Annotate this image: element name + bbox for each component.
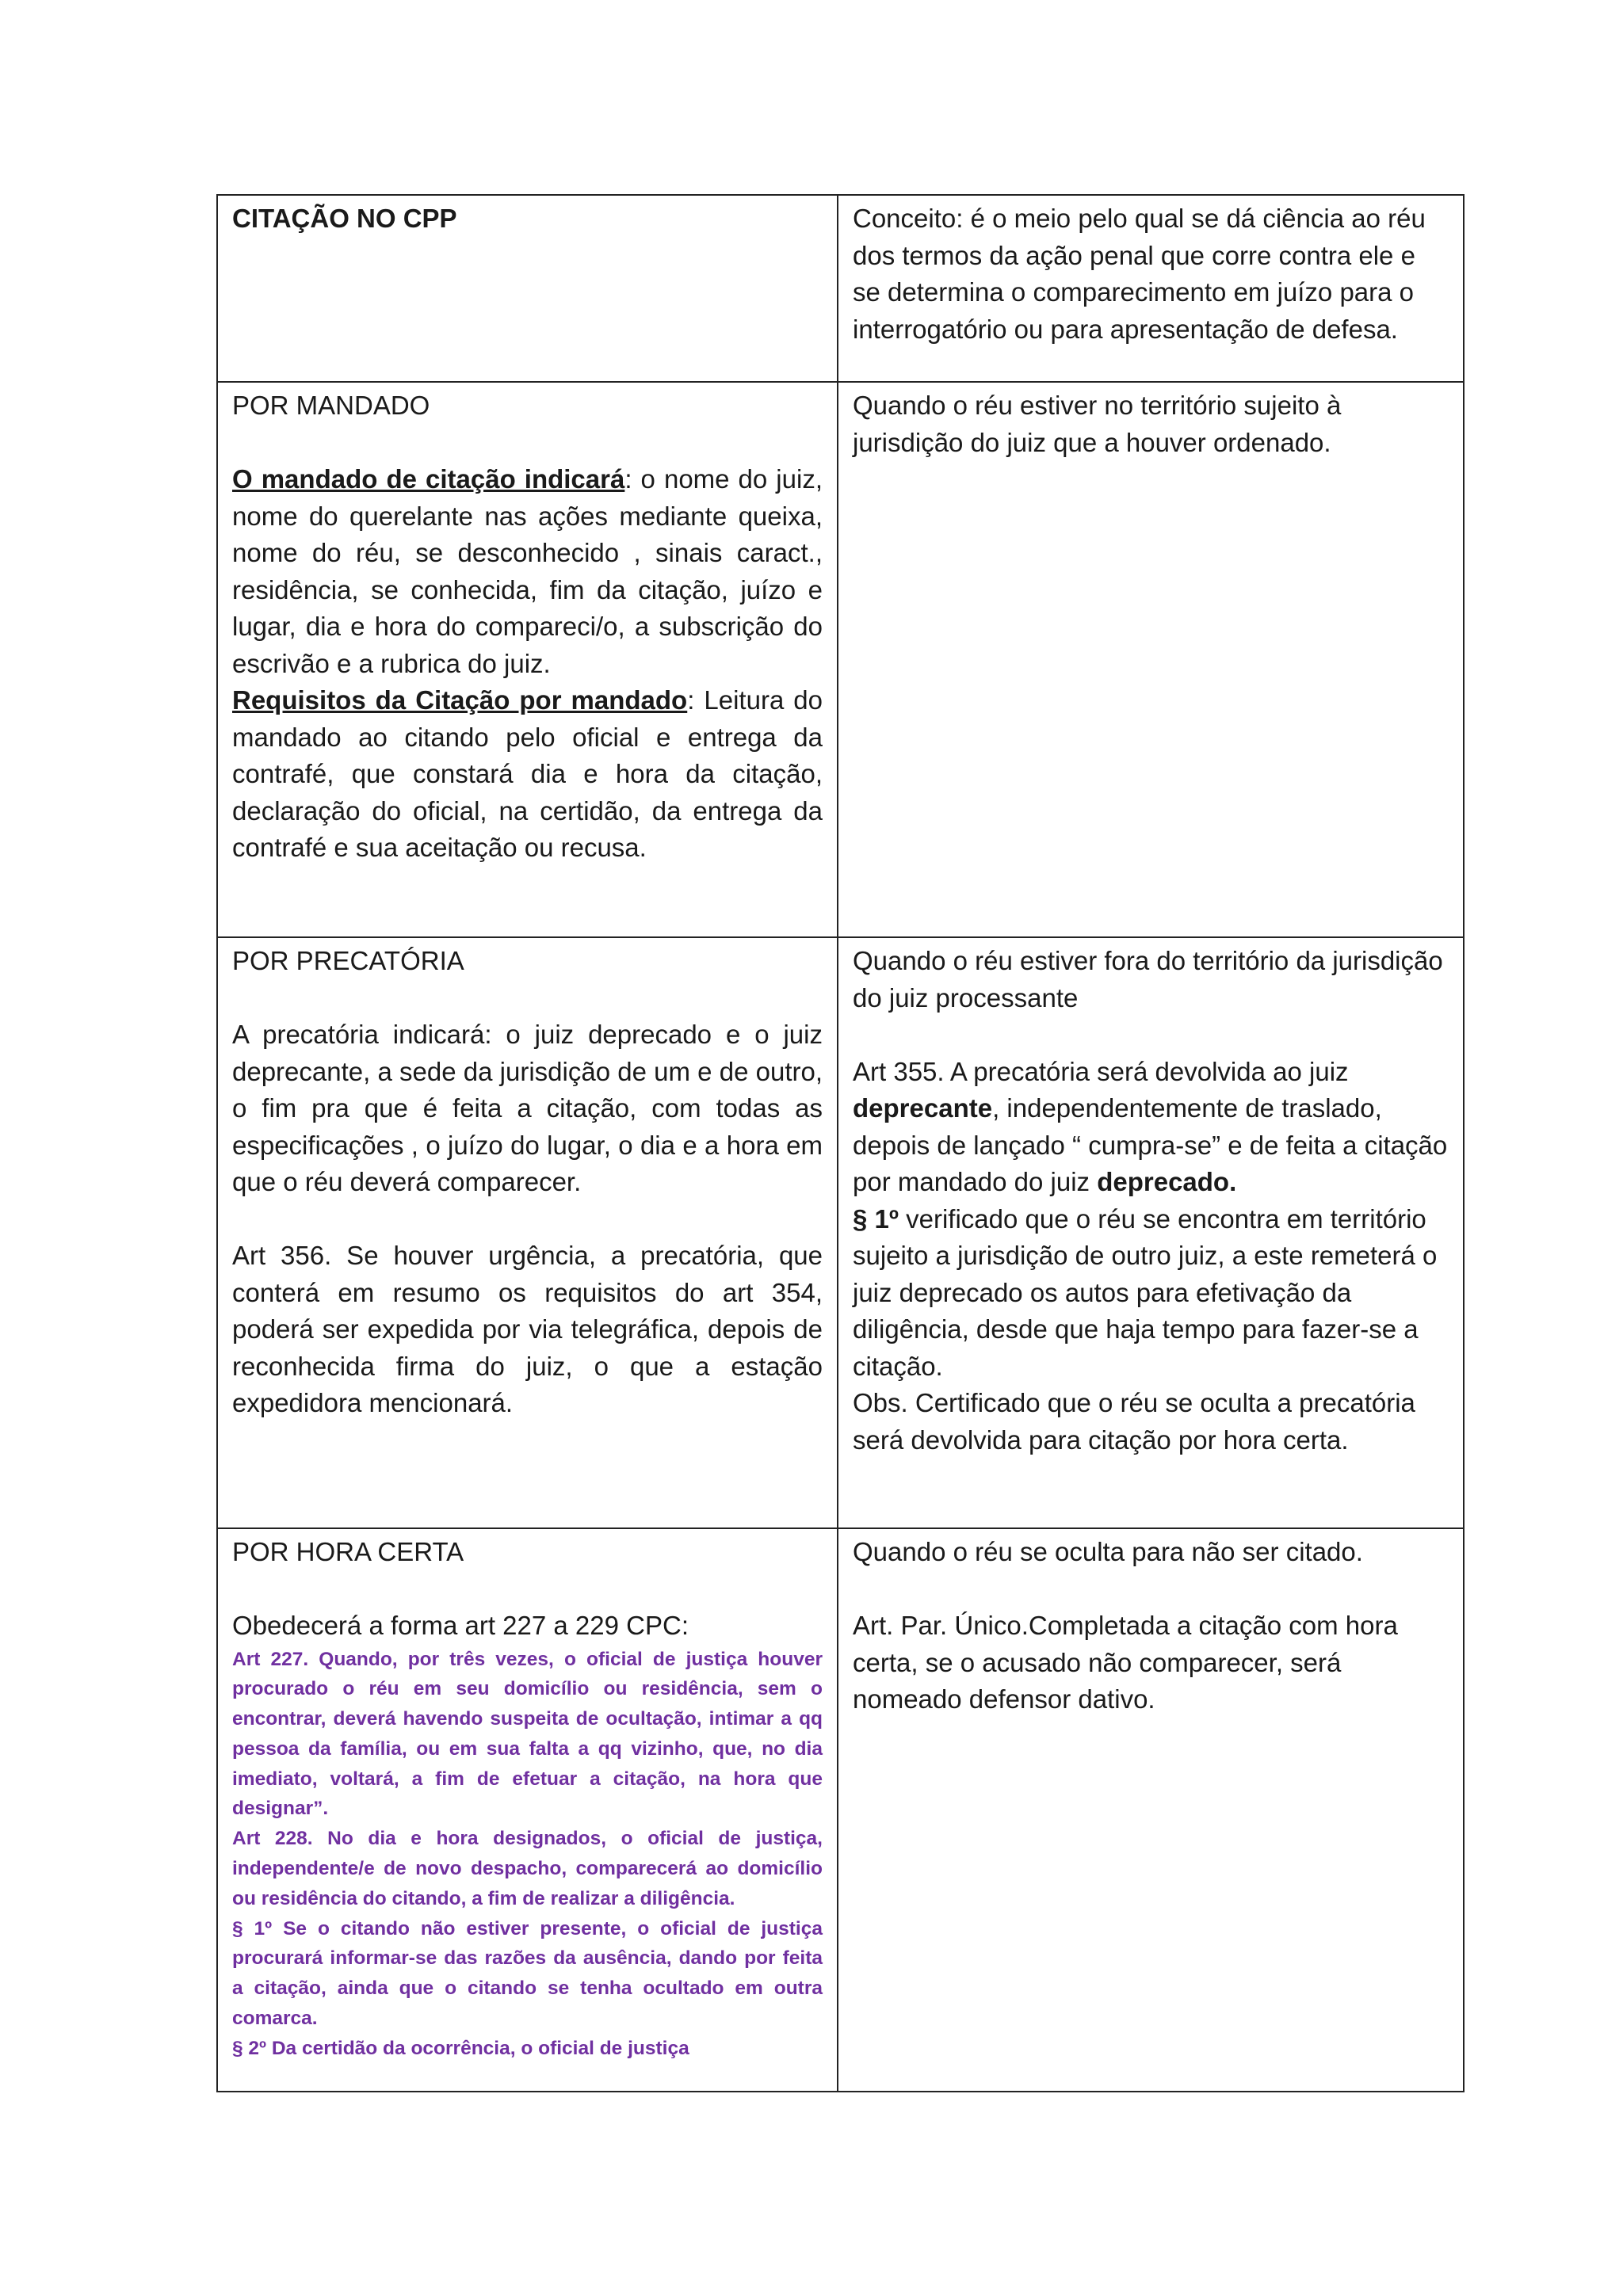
row4-right-cell bbox=[838, 1528, 1464, 2092]
row1-title: CITAÇÃO NO CPP bbox=[232, 204, 457, 233]
row1-right-cell bbox=[838, 195, 1464, 382]
art355-deprecante: deprecante bbox=[853, 1093, 993, 1123]
art355-paragraph bbox=[853, 1054, 1449, 1201]
mandado-indicara-paragraph bbox=[232, 461, 823, 682]
par1-label: § 1º bbox=[853, 1203, 899, 1234]
art356-paragraph: Art 356. Se houver urgência, a precatória, que conterá em resumo os requisitos do art 354, poderá ser expedida por via telegráfica, depois de reconhecida firma do juiz, o que a estação expedidora mencionará. bbox=[232, 1241, 823, 1417]
concept-text: Conceito: é o meio pelo qual se dá ciência ao réu dos termos da ação penal que corre contra ele e se determina o comparecimento em juízo para o interrogatório ou para apresentação de defesa. bbox=[853, 204, 1426, 344]
art227-paragraph: Art 227. Quando, por três vezes, o oficial de justiça houver procurado o réu em seu domicílio ou residência, sem o encontrar, deverá havendo suspeita de ocultação, intimar a qq pessoa da família, ou em sua falta a qq vizinho, que, no dia imediato, voltará, a fim de efetuar a citação, na hora que designar”. bbox=[232, 1648, 823, 1820]
requisitos-text: : Leitura do mandado ao citando pelo oficial e entrega da contrafé, que constará dia e hora da citação, declaração do oficial, na certidão, da entrega da contrafé e sua aceitação ou recusa. bbox=[232, 685, 823, 862]
par-unico-paragraph: Art. Par. Único.Completada a citação com hora certa, se o acusado não comparecer, será nomeado defensor dativo. bbox=[853, 1611, 1398, 1714]
mandado-indicara-label: O mandado de citação indicará bbox=[232, 464, 625, 494]
row2-left-cell bbox=[217, 382, 838, 937]
row3-left-cell bbox=[217, 937, 838, 1528]
obs-paragraph: Obs. Certificado que o réu se oculta a precatória será devolvida para citação por hora certa. bbox=[853, 1388, 1415, 1455]
mandado-indicara-text: : o nome do juiz, nome do querelante nas ações mediante queixa, nome do réu, se desconhecido , sinais caract., residência, se conhecida, fim da citação, juízo e lugar, dia e hora do compareci/o, a subscrição do escrivão e a rubrica do juiz. bbox=[232, 464, 823, 678]
table-row bbox=[217, 1528, 1464, 2092]
par1-cpc-paragraph: § 1º Se o citando não estiver presente, o oficial de justiça procurará informar-se das razões da ausência, dando por feita a citação, ainda que o citando se tenha ocultado em outra comarca. bbox=[232, 1917, 823, 2030]
requisitos-paragraph bbox=[232, 682, 823, 867]
precatoria-when-text: Quando o réu estiver fora do território da jurisdição do juiz processante bbox=[853, 946, 1443, 1013]
citation-table bbox=[216, 194, 1465, 2092]
hora-certa-intro: Obedecerá a forma art 227 a 229 CPC: bbox=[232, 1611, 689, 1640]
row4-left-cell bbox=[217, 1528, 838, 2092]
requisitos-label: Requisitos da Citação por mandado bbox=[232, 685, 688, 715]
par1-paragraph bbox=[853, 1201, 1449, 1386]
row2-right-cell bbox=[838, 382, 1464, 937]
art355-text-c: , independentemente de traslado, depois de lançado “ cumpra-se” e de feita a citação por mandado do juiz bbox=[853, 1093, 1448, 1196]
par1-text: verificado que o réu se encontra em território sujeito a jurisdição de outro juiz, a este remeterá o juiz deprecado os autos para efetivação da diligência, desde que haja tempo para fazer-se a citação. bbox=[853, 1203, 1438, 1381]
row2-title: POR MANDADO bbox=[232, 391, 430, 420]
row1-left-cell bbox=[217, 195, 838, 382]
hora-certa-when-text: Quando o réu se oculta para não ser citado. bbox=[853, 1537, 1363, 1566]
precatoria-indicara-paragraph: A precatória indicará: o juiz deprecado e o juiz deprecante, a sede da jurisdição de um e de outro, o fim pra que é feita a citação, com todas as especificações , o juízo do lugar, o dia e a hora em que o réu deverá comparecer. bbox=[232, 1020, 823, 1196]
table-row bbox=[217, 195, 1464, 382]
row3-right-cell bbox=[838, 937, 1464, 1528]
par2-cpc-paragraph: § 2º Da certidão da ocorrência, o oficial de justiça bbox=[232, 2037, 689, 2059]
art355-text-a: Art 355. A precatória será devolvida ao juiz bbox=[853, 1056, 1349, 1086]
table-row bbox=[217, 382, 1464, 937]
art228-paragraph: Art 228. No dia e hora designados, o oficial de justiça, independente/e de novo despacho, comparecerá ao domicílio ou residência do citando, a fim de realizar a diligência. bbox=[232, 1828, 823, 1909]
row4-title: POR HORA CERTA bbox=[232, 1537, 464, 1566]
table-row bbox=[217, 937, 1464, 1528]
art355-deprecado: deprecado. bbox=[1097, 1167, 1237, 1196]
mandado-when-text: Quando o réu estiver no território sujeito à jurisdição do juiz que a houver ordenado. bbox=[853, 391, 1342, 457]
row3-title: POR PRECATÓRIA bbox=[232, 946, 464, 975]
